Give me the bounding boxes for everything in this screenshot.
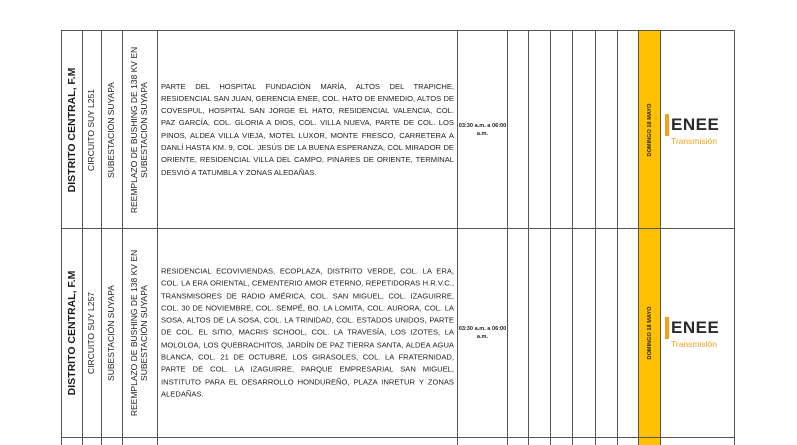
logo-accent-bar [665,114,669,136]
circuit-label: CIRCUITO SUY L257 [86,292,97,374]
substation-cell [102,31,122,228]
row-divider [61,437,734,438]
district-label: DISTRITO CENTRAL, F.M [65,270,78,396]
circuit-cell [83,229,101,437]
logo-cell [661,229,734,437]
substation-label: SUBESTACIÓN SUYAPA [106,285,117,381]
outage-time: 03:30 a.m. a 06:00 a.m. [458,122,507,137]
work-cell [123,229,157,437]
time-cell [458,31,507,228]
outage-time: 03:30 a.m. a 06:00 a.m. [458,326,507,340]
logo-main-text: ENEE [671,318,720,337]
areas-cell [158,31,457,228]
work-description: REEMPLAZO DE BUSHING DE 138 KV EN SUBESTACIÓN SUYAPA [129,249,149,417]
logo-cell [661,31,734,228]
district-cell [62,31,82,228]
day-cell-continuation [639,438,660,445]
substation-label: SUBESTACIÓN SUYAPA [106,81,117,178]
district-cell [62,229,82,437]
logo-accent-bar [665,317,669,339]
day-label: DOMINGO 18 MAYO [646,306,653,360]
enee-logo [661,114,734,146]
affected-areas-text: RESIDENCIAL ECOVIVIENDAS, ECOPLAZA, DISTRITO VERDE, COL. LA ERA, COL. LA ERA ORIENTAL, CEMENTERIO AMOR ETERNO, REPETIDORAS H.R.V.C., TRANSMISORES DE RADIO AMÉRICA, COL. SAN MIGUEL, COL. IZAGUIRRE, COL. 30 DE NOVIEMBRE, COL. SEMPÉ, BO. LA LOMITA, COL. AURORA, COL. LA SOSA, ALTOS DE LA SOSA, COL. LA TRINIDAD, COL. ESTADOS UNIDOS, PARTE DE COL. EL SITIO, MACRIS SCHOOL, COL. LA TRAVESÍA, LOS IZOTES, LA MOLOLOA, LOS QUEBRACHITOS, JARDÍN DE PAZ TIERRA SANTA, ALDEA AGUA BLANCA, COL. 21 DE OCTUBRE, LOS GIRASOLES, COL. LA FRATERNIDAD, PARTE DE COL. LA IZAGUIRRE, PARQUE EMPRESARIAL SAN MIGUEL, INSTITUTO PARA EL DESARROLLO HONDUREÑO, PLAZA INRETUR Y ZONAS ALEDAÑAS. [161,266,454,399]
table-row [0,229,797,437]
day-cell [639,31,660,228]
work-description: REEMPLAZO DE BUSHING DE 138 KV EN SUBESTACIÓN SUYAPA [129,46,149,213]
time-cell [458,229,507,437]
district-label: DISTRITO CENTRAL, F.M [65,67,78,192]
circuit-cell [83,31,101,228]
logo-sub-text: Transmisión [671,339,717,349]
day-cell [639,229,660,437]
logo-sub-text: Transmisión [671,135,717,146]
substation-cell [102,229,122,437]
logo-main-text: ENEE [671,114,720,134]
table-row [0,31,797,228]
work-cell [123,31,157,228]
affected-areas-text: PARTE DEL HOSPITAL FUNDACIÓN MARÍA, ALTOS DEL TRAPICHE, RESIDENCIAL SAN JUAN, GERENCIA ENEE, COL. HATO DE ENMEDIO, ALTOS DE COVESPUL, HOSPITAL SAN JORGE EL HATO, RESIDENCIAL VALENCIA, COL. PAZ GARCÍA, COL. GLORIA A DIOS, COL. VILLA NUEVA, PARTE DE COL. LOS PINOS, ALDEA VILLA VIEJA, MOTEL LUXOR, MONTE FRESCO, CARRETERA A DANLÍ HASTA KM. 9, COL. JESÚS DE LA BUENA ESPERANZA, COL MIRADOR DE ORIENTE, RESIDENCIAL VILLA DEL CAMPO, PINARES DE ORIENTE, TERMINAL DESVIÓ A TATUMBLA Y ZONAS ALEDAÑAS. [161,81,454,177]
circuit-label: CIRCUITO SUY L251 [86,88,97,171]
enee-logo [661,317,734,349]
day-label: DOMINGO 18 MAYO [646,103,653,156]
areas-cell [158,229,457,437]
